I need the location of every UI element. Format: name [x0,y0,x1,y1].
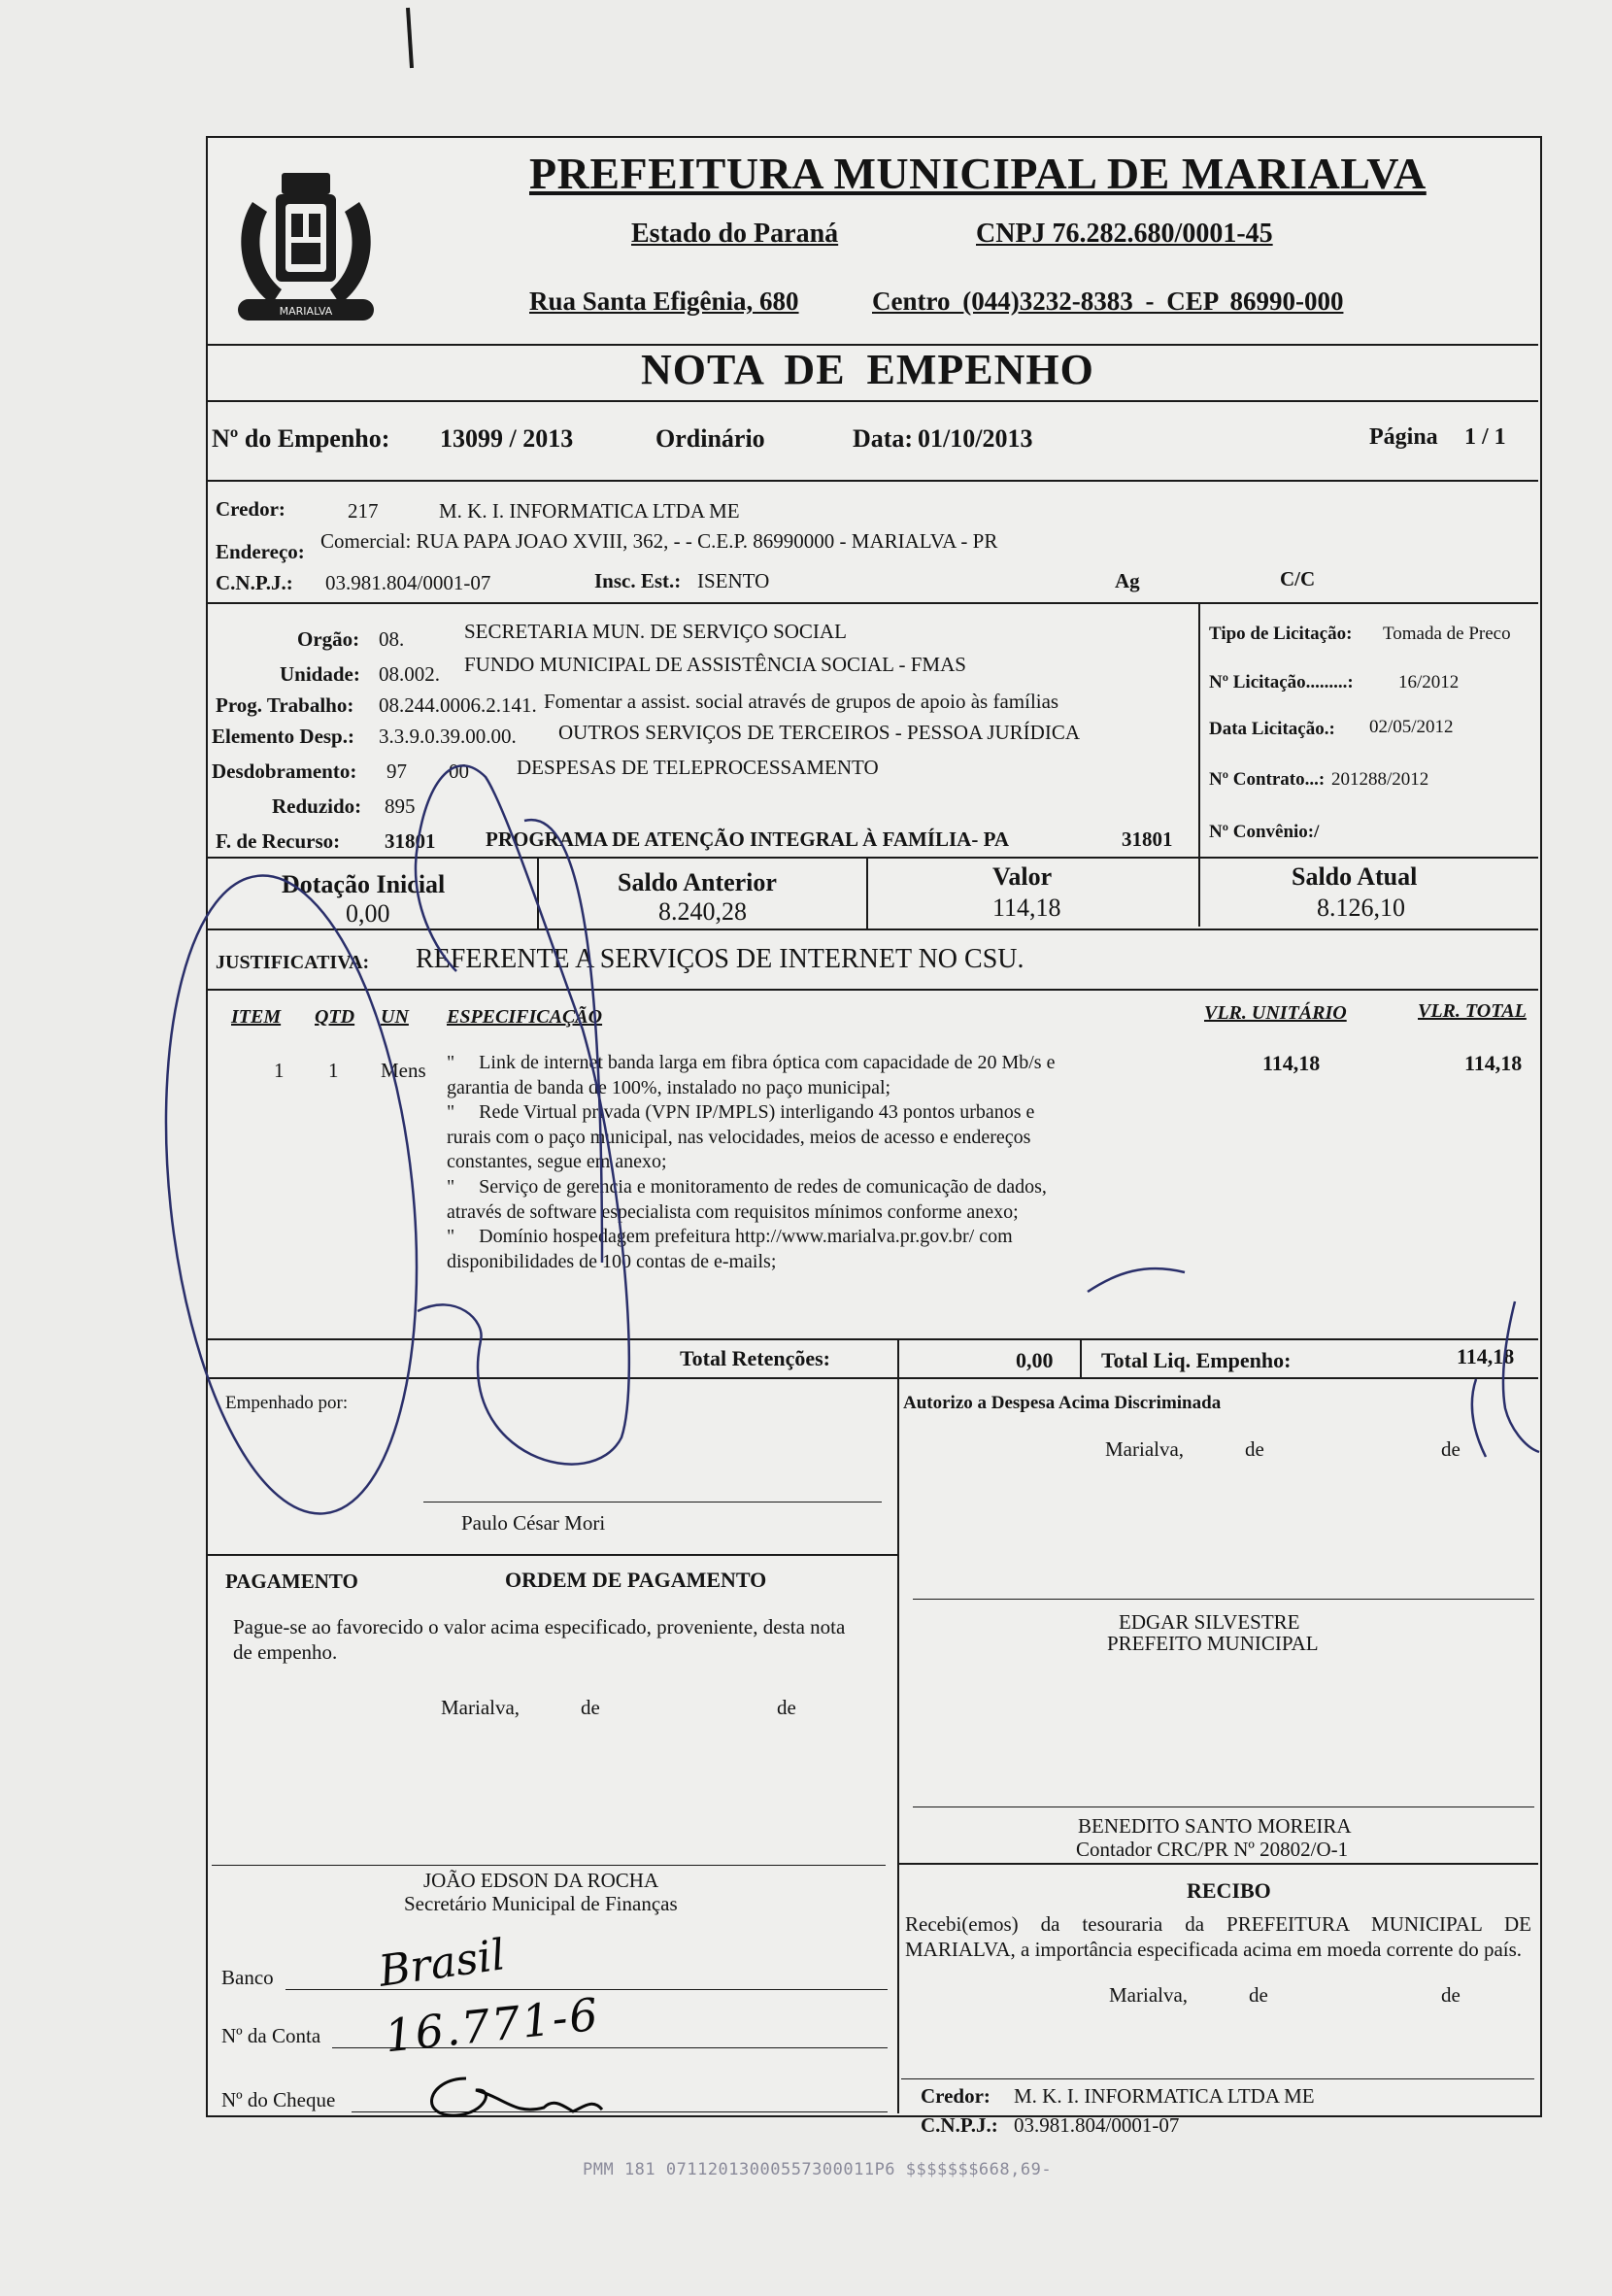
prefeito-nome: EDGAR SILVESTRE [1119,1610,1300,1634]
header-street: Rua Santa Efigênia, 680 [529,287,799,316]
recibo-local: Marialva, [1109,1983,1189,2007]
endereco-label: Endereço: [216,540,305,563]
convenio-label: Nº Convênio:/ [1209,822,1320,842]
licitacao-tipo: Tomada de Preco [1383,624,1511,644]
prog-label: Prog. Trabalho: [216,693,354,717]
insc-label: Insc. Est.: [594,569,682,592]
items-header-espec: ESPECIFICAÇÃO [447,1006,603,1028]
insc-value: ISENTO [697,569,770,592]
unidade-label: Unidade: [280,662,360,686]
recibo-text: Recebi(emos) da tesouraria da PREFEITURA MUNICIPAL DE MARIALVA, a importância especificada acima em moeda corrente do país. [905,1912,1531,1961]
item-desc-line: constantes, segue em anexo; [447,1151,667,1173]
contador-cargo: Contador CRC/PR Nº 20802/O-1 [1076,1838,1349,1861]
item-desc-line: rurais com o paço municipal, nas velocidades, meios de acesso e endereços [447,1126,1031,1148]
page-label: Página [1369,424,1438,450]
prefeito-cargo: PREFEITO MUNICIPAL [1107,1632,1319,1655]
empenho-type: Ordinário [655,424,765,453]
items-header-qtd: QTD [315,1006,355,1028]
ordem-label: ORDEM DE PAGAMENTO [505,1568,767,1592]
header-state: Estado do Paraná [631,219,839,249]
item-number: 1 [274,1059,285,1082]
recurso-code: 31801 [385,829,436,853]
cnpj-label: C.N.P.J.: [216,571,293,594]
header-title: PREFEITURA MUNICIPAL DE MARIALVA [529,149,1427,198]
autorizo-local: Marialva, [1105,1437,1185,1461]
recurso-code-2: 31801 [1122,827,1173,851]
credor-code: 217 [348,499,379,523]
footer-cnpj-label: C.N.P.J.: [921,2113,998,2137]
credor-label: Credor: [216,497,285,521]
item-desc-line: disponibilidades de 100 contas de e-mails; [447,1250,777,1272]
footer-credor-label: Credor: [921,2084,991,2108]
empenhado-label: Empenhado por: [225,1393,349,1413]
empenho-date: 01/10/2013 [918,424,1033,453]
pagamento-de-2: de [777,1696,796,1719]
svg-text:MARIALVA: MARIALVA [279,305,333,318]
saldo-atual-label: Saldo Atual [1292,862,1418,891]
licitacao-num: 16/2012 [1398,672,1460,692]
contador-nome: BENEDITO SANTO MOREIRA [1078,1814,1352,1838]
recurso-value: PROGRAMA DE ATENÇÃO INTEGRAL À FAMÍLIA- PA [486,827,1010,851]
recibo-label: RECIBO [1187,1878,1271,1903]
pague-text: Pague-se ao favorecido o valor acima especificado, proveniente, desta nota de empenho. [233,1615,846,1664]
autorizo-de-2: de [1441,1437,1461,1461]
ag-label: Ag [1115,569,1140,592]
footer-credor-nome: M. K. I. INFORMATICA LTDA ME [1014,2084,1315,2108]
item-desc-line: garantia de banda de 100%, instalado no paço municipal; [447,1076,891,1098]
page-number: 1 / 1 [1464,424,1506,450]
orgao-code: 08. [379,627,405,651]
cheque-label: Nº do Cheque [221,2088,336,2111]
document-title: NOTA DE EMPENHO [641,346,1094,393]
licitacao-data: 02/05/2012 [1369,717,1454,737]
valor-value: 114,18 [992,894,1061,922]
item-desc-line: " Rede Virtual privada (VPN IP/MPLS) interligando 43 pontos urbanos e [447,1101,1035,1124]
saldo-anterior-value: 8.240,28 [658,897,747,926]
item-vlr-unit: 114,18 [1262,1051,1321,1075]
items-header-item: ITEM [231,1006,282,1028]
empenho-date-label: Data: [853,424,914,453]
desdob-label: Desdobramento: [212,760,357,783]
prog-code: 08.244.0006.2.141. [379,693,537,717]
autorizo-de-1: de [1245,1437,1264,1461]
saldo-atual-value: 8.126,10 [1317,894,1405,922]
recurso-label: F. de Recurso: [216,829,341,853]
item-desc-line: " Serviço de gerencia e monitoramento de redes de comunicação de dados, [447,1175,1047,1198]
dotacao-inicial-label: Dotação Inicial [282,870,446,898]
liq-value: 114,18 [1457,1344,1515,1368]
item-vlr-total: 114,18 [1464,1051,1523,1075]
elemento-value: OUTROS SERVIÇOS DE TERCEIROS - PESSOA JURÍDICA [558,721,1081,744]
empenho-number-label: Nº do Empenho: [212,424,390,453]
licitacao-data-label: Data Licitação.: [1209,719,1335,739]
saldo-anterior-label: Saldo Anterior [618,868,777,896]
header-address-rest: Centro (044)3232-8383 - CEP 86990-000 [872,287,1344,316]
justificativa-text: REFERENTE A SERVIÇOS DE INTERNET NO CSU. [416,944,1024,974]
recibo-de-1: de [1249,1983,1268,2007]
autorizo-label: Autorizo a Despesa Acima Discriminada [903,1393,1222,1413]
items-header-un: UN [381,1006,409,1028]
cc-label: C/C [1280,567,1316,591]
elemento-code: 3.3.9.0.39.00.00. [379,725,517,748]
justificativa-label: JUSTIFICATIVA: [216,952,370,973]
contrato-value: 201288/2012 [1331,769,1429,790]
cnpj-value: 03.981.804/0001-07 [325,571,491,594]
item-desc-line: através de software especialista com requisitos mínimos conforme anexo; [447,1200,1019,1223]
dotacao-inicial-value: 0,00 [346,899,390,928]
pagamento-local: Marialva, [441,1696,521,1719]
banco-handwriting: Brasil [376,1930,509,1997]
items-header-vlr-unit: VLR. UNITÁRIO [1204,1002,1347,1024]
unidade-value: FUNDO MUNICIPAL DE ASSISTÊNCIA SOCIAL - FMAS [464,653,966,676]
conta-label: Nº da Conta [221,2024,321,2047]
pagamento-label: PAGAMENTO [225,1570,358,1593]
item-un: Mens [381,1059,426,1082]
valor-label: Valor [992,862,1053,891]
retencoes-value: 0,00 [1016,1348,1054,1372]
unidade-code: 08.002. [379,662,440,686]
credor-name: M. K. I. INFORMATICA LTDA ME [439,499,740,523]
footer-cnpj-value: 03.981.804/0001-07 [1014,2113,1180,2137]
empenho-number: 13099 / 2013 [440,424,574,453]
item-desc-line: " Link de internet banda larga em fibra óptica com capacidade de 20 Mb/s e [447,1052,1056,1073]
elemento-label: Elemento Desp.: [212,725,354,748]
orgao-label: Orgão: [297,627,360,651]
desdob-value: DESPESAS DE TELEPROCESSAMENTO [517,756,879,779]
item-qtd: 1 [328,1059,339,1082]
items-header-vlr-total: VLR. TOTAL [1418,1000,1527,1022]
payment-stamp: PMM 181 07112013000557300011P6 $$$$$$$668,69- [583,2160,1053,2179]
desdob-code: 97 [386,760,407,783]
secretario-cargo: Secretário Municipal de Finanças [404,1892,678,1915]
contrato-label: Nº Contrato...: [1209,769,1326,790]
licitacao-tipo-label: Tipo de Licitação: [1209,624,1353,644]
header-cnpj: CNPJ 76.282.680/0001-45 [976,219,1273,249]
item-desc-line: " Domínio hospedagem prefeitura http://www.marialva.pr.gov.br/ com [447,1226,1013,1248]
endereco-value: Comercial: RUA PAPA JOAO XVIII, 362, - - C.E.P. 86990000 - MARIALVA - PR [320,529,998,553]
retencoes-label: Total Retenções: [680,1346,830,1370]
desdob-sub: 00 [449,760,469,783]
pagamento-de-1: de [581,1696,600,1719]
reduzido-value: 895 [385,794,416,818]
conta-handwriting: 16.771-6 [382,1987,602,2063]
orgao-value: SECRETARIA MUN. DE SERVIÇO SOCIAL [464,620,847,643]
recibo-de-2: de [1441,1983,1461,2007]
licitacao-num-label: Nº Licitação.........: [1209,672,1354,692]
prog-value: Fomentar a assist. social através de grupos de apoio às famílias [544,690,1059,713]
liq-label: Total Liq. Empenho: [1101,1348,1292,1372]
empenhado-nome: Paulo César Mori [461,1511,606,1535]
secretario-nome: JOÃO EDSON DA ROCHA [423,1869,659,1892]
reduzido-label: Reduzido: [272,794,362,818]
banco-label: Banco [221,1966,274,1989]
